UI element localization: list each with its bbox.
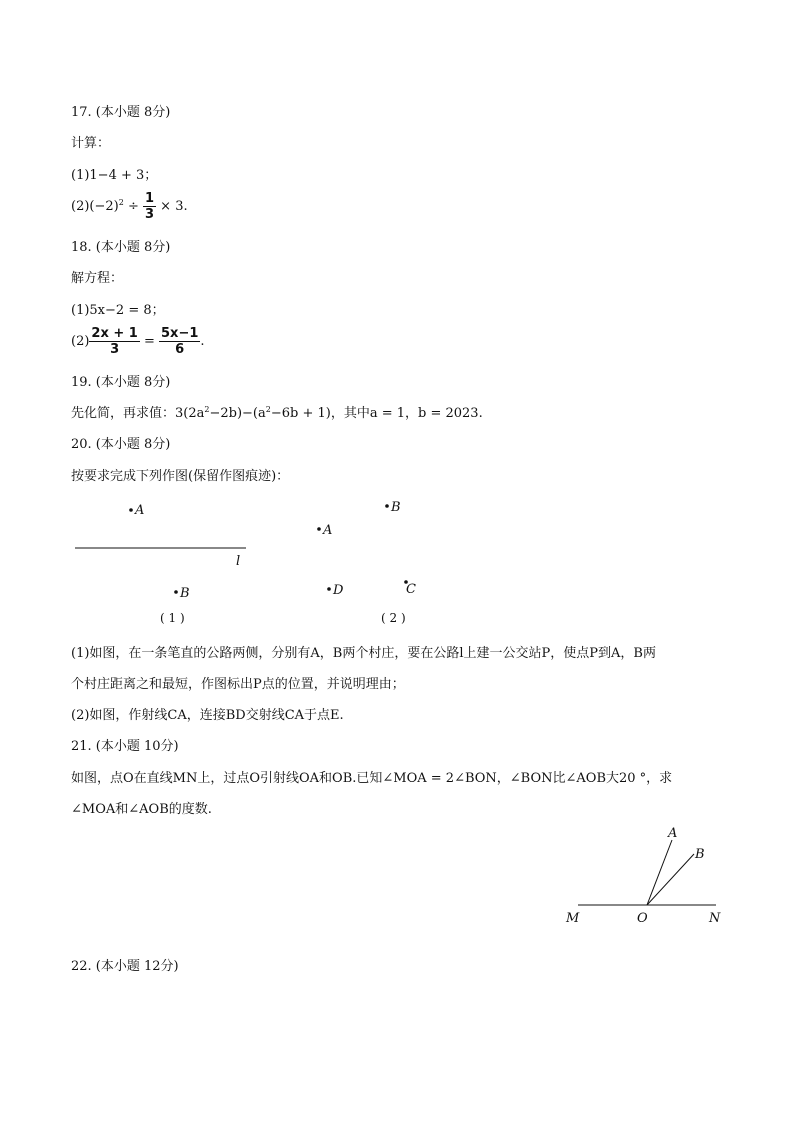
q21-label-n: N [709,911,721,926]
q17-part2-exponent: 2 [118,198,124,207]
q18-fraction-2-den: 6 [175,342,185,357]
q18-part1: (1)5x−2 = 8； [71,303,165,318]
q17-fraction-num: 1 [145,191,155,206]
q17-part2-prefix: (2)(−2) [71,199,119,214]
fig1-label-a: A [135,503,145,518]
q19-exponent-1: 2 [204,405,210,414]
q20-figure-1 [75,503,246,625]
q22-header: 22. (本小题 12分) [71,959,179,974]
q17-part1: (1)1−4 + 3； [71,168,158,183]
q21-label-a: A [668,826,678,841]
q18-fraction-1-den: 3 [110,342,120,357]
q21-ray-ob [647,854,694,905]
q18-part2-suffix: . [200,334,205,349]
q17-fraction-den: 3 [145,207,155,222]
fig1-caption: ( 1 ) [160,611,185,625]
q20-part2: (2)如图，作射线CA，连接BD交射线CA于点E. [71,708,344,723]
q21-ray-oa [647,840,672,905]
q20-figure-2 [317,500,416,625]
q21-figure [565,826,721,926]
q17-part2-suffix: × 3. [156,199,188,214]
q18-prompt: 解方程： [71,271,124,286]
q18-equals: = [139,334,160,349]
fig2-label-b: B [391,500,401,515]
q21-label-o: O [637,911,648,926]
q21-label-b: B [695,847,705,862]
q17-part2-mid: ÷ [123,199,143,214]
fig2-point-d [327,587,331,591]
fig1-point-b [174,590,178,594]
q18-header: 18. (本小题 8分) [71,240,171,255]
q21-label-m: M [566,911,580,926]
q19-text-3: −6b + 1)，其中a = 1，b = 2023. [270,406,483,421]
q19-text-2: −2b)−(a [209,406,266,421]
q20-part1-line2: 个村庄距离之和最短，作图标出P点的位置，并说明理由； [71,677,405,692]
fig2-point-a [317,527,321,531]
q19-text-1: 先化简，再求值：3(2a [71,406,205,421]
fig2-point-b [385,504,389,508]
q21-line2: ∠MOA和∠AOB的度数. [71,802,212,817]
q20-prompt: 按要求完成下列作图(保留作图痕迹)： [71,469,290,484]
fig1-label-b: B [180,586,190,601]
q18-fraction-2-num: 5x−1 [161,326,199,341]
fig2-label-d: D [333,583,344,598]
q18-fraction-1-num: 2x + 1 [91,326,138,341]
q18-part2-prefix: (2) [71,334,90,349]
fig1-point-a [129,508,133,512]
q21-line1: 如图，点O在直线MN上，过点O引射线OA和OB.已知∠MOA = 2∠BON，∠BON比∠AOB大20 °，求 [71,771,673,786]
q20-header: 20. (本小题 8分) [71,437,171,452]
q20-part1-line1: (1)如图，在一条笔直的公路两侧，分别有A，B两个村庄，要在公路l上建一公交站P，使点P到A，B两 [71,646,656,661]
q17-prompt: 计算： [71,136,111,151]
q17-header: 17. (本小题 8分) [71,105,171,120]
fig2-label-a: A [323,523,333,538]
fig1-label-l: l [236,554,241,569]
fig2-label-c: C [406,582,416,597]
q21-header: 21. (本小题 10分) [71,739,179,754]
fig2-caption: ( 2 ) [381,611,406,625]
q19-exponent-2: 2 [265,405,271,414]
q19-header: 19. (本小题 8分) [71,375,171,390]
